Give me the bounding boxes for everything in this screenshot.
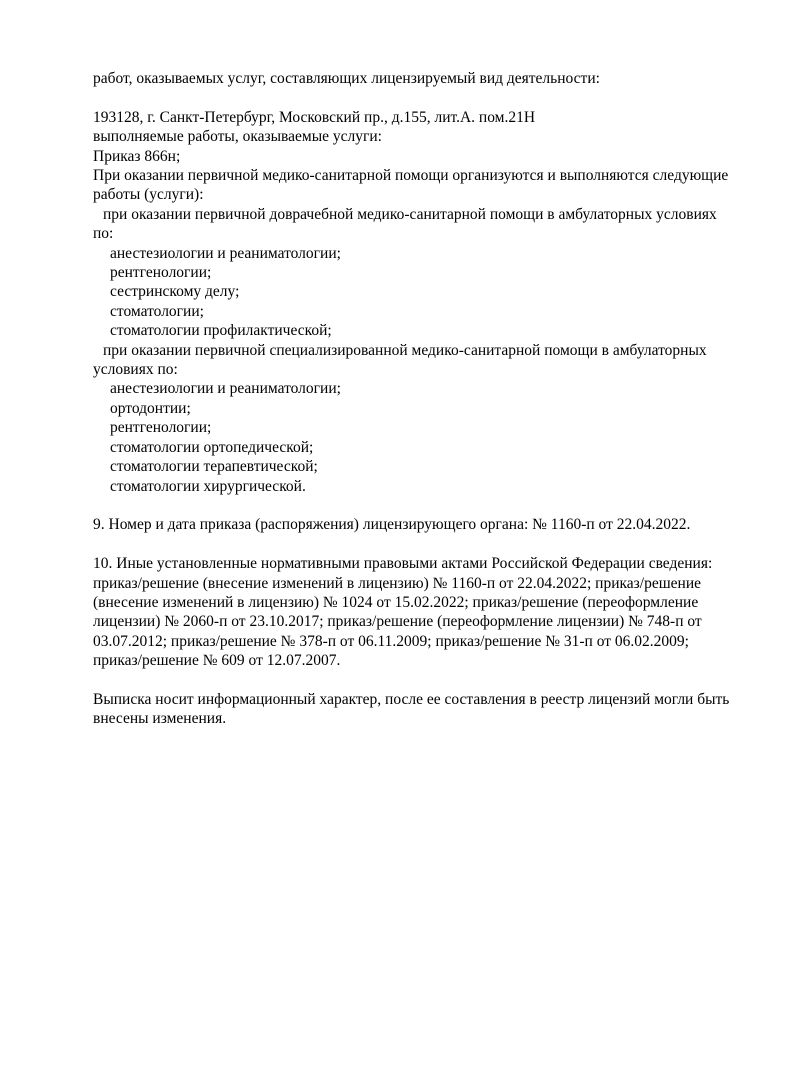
spacer (93, 496, 763, 515)
document-page (93, 69, 763, 729)
section-10-line: 03.07.2012; приказ/решение № 378-п от 06.11.2009; приказ/решение № 31-п от 06.02.2009; (93, 632, 689, 650)
list-item: анестезиологии и реаниматологии; (110, 244, 341, 262)
list-item: рентгенологии; (110, 419, 212, 437)
list-item: стоматологии ортопедической; (110, 438, 314, 456)
list-item: анестезиологии и реаниматологии; (110, 380, 341, 398)
list-item: ортодонтии; (110, 399, 191, 417)
list-item: рентгенологии; (110, 264, 212, 282)
primary-care-line: При оказании первичной медико-санитарной помощи организуются и выполняются следующие (93, 167, 729, 185)
primary-care-line: работы (услуги): (93, 186, 204, 204)
specialized-heading-cont: условиях по: (93, 361, 178, 379)
list-item: сестринскому делу; (110, 283, 240, 301)
works-label: выполняемые работы, оказываемые услуги: (93, 128, 382, 146)
section-10-line: 10. Иные установленные нормативными правовыми актами Российской Федерации сведения: (93, 555, 713, 573)
section-10-line: (внесение изменений в лицензию) № 1024 от 15.02.2022; приказ/решение (переоформление (93, 593, 699, 611)
prehospital-heading: при оказании первичной доврачебной медико-санитарной помощи в амбулаторных условиях (103, 205, 717, 223)
disclaimer-line: внесены изменения. (93, 710, 227, 728)
section-10-line: приказ/решение (внесение изменений в лицензию) № 1160-п от 22.04.2022; приказ/решение (93, 574, 702, 592)
spacer (93, 88, 763, 107)
order-reference: Приказ 866н; (93, 147, 181, 165)
list-item: стоматологии хирургической. (110, 477, 306, 495)
spacer (93, 671, 763, 690)
list-item: стоматологии профилактической; (110, 322, 332, 340)
specialized-heading: при оказании первичной специализированной медико-санитарной помощи в амбулаторных (103, 341, 707, 359)
disclaimer-line: Выписка носит информационный характер, после ее составления в реестр лицензий могли быть (93, 690, 730, 708)
section-9: 9. Номер и дата приказа (распоряжения) лицензирующего органа: № 1160-п от 22.04.2022. (93, 516, 691, 534)
spacer (93, 535, 763, 554)
prehospital-heading-cont: по: (93, 225, 114, 243)
list-item: стоматологии терапевтической; (110, 458, 318, 476)
list-item: стоматологии; (110, 302, 204, 320)
section-10-line: лицензии) № 2060-п от 23.10.2017; приказ/решение (переоформление лицензии) № 748-п от (93, 613, 702, 631)
section-10-line: приказ/решение № 609 от 12.07.2007. (93, 652, 341, 670)
intro-line: работ, оказываемых услуг, составляющих лицензируемый вид деятельности: (93, 70, 600, 87)
address-line: 193128, г. Санкт-Петербург, Московский пр., д.155, лит.А. пом.21Н (93, 108, 536, 126)
